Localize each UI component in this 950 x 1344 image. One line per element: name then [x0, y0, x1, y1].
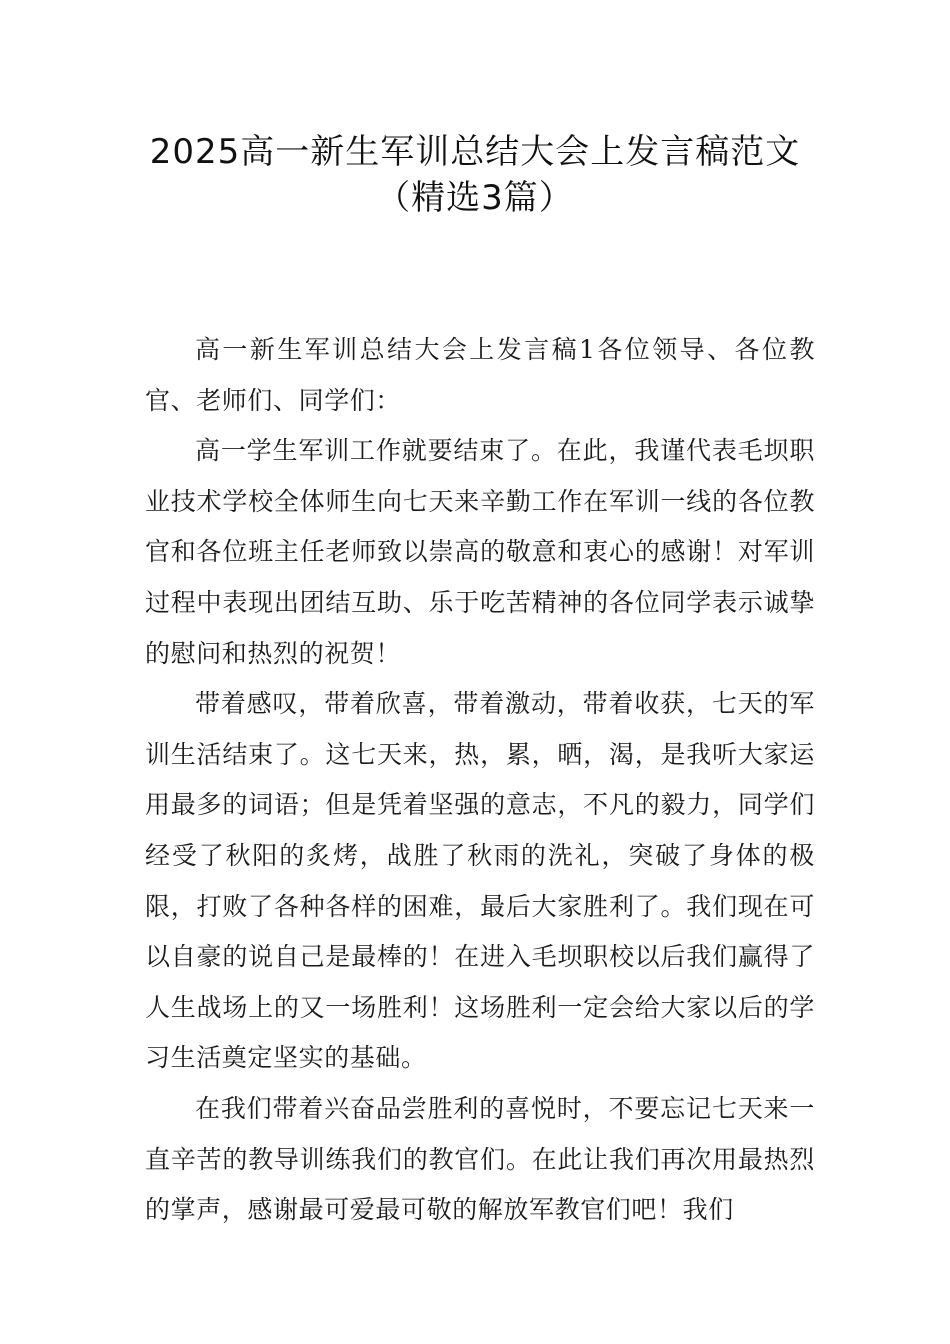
document-subtitle: （精选3篇） [376, 178, 574, 218]
paragraph: 高一新生军训总结大会上发言稿1各位领导、各位教官、老师们、同学们： [145, 335, 815, 415]
paragraph: 带着感叹，带着欣喜，带着激动，带着收获，七天的军训生活结束了。这七天来，热，累，晒，渴，是我听大家运用最多的词语；但是凭着坚强的意志，不凡的毅力，同学们经受了秋阳的炙烤，战胜了秋雨的洗礼，突破了身体的极限，打败了各种各样的困难，最后大家胜利了。我们现在可以自豪的说自己是最棒的！在进入毛坝职校以后我们赢得了人生战场上的又一场胜利！这场胜利一定会给大家以后的学习生活奠定坚实的基础。 [145, 689, 815, 1073]
paragraph: 高一学生军训工作就要结束了。在此，我谨代表毛坝职业技术学校全体师生向七天来辛勤工作在军训一线的各位教官和各位班主任老师致以崇高的敬意和衷心的感谢！对军训过程中表现出团结互助、乐于吃苦精神的各位同学表示诚挚的慰问和热烈的祝贺！ [145, 436, 815, 668]
document-body [145, 325, 815, 1236]
paragraph: 在我们带着兴奋品尝胜利的喜悦时，不要忘记七天来一直辛苦的教导训练我们的教官们。在此让我们再次用最热烈的掌声，感谢最可爱最可敬的解放军教官们吧！我们 [145, 1093, 815, 1225]
document-title: 2025高一新生军训总结大会上发言稿范文 [149, 132, 801, 172]
